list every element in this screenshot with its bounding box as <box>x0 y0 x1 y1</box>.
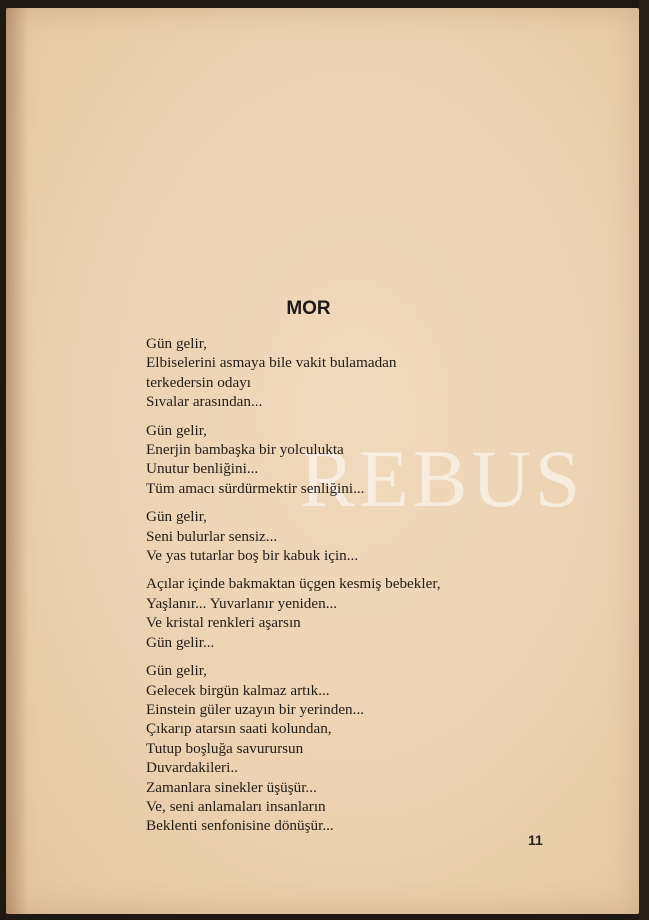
page-number: 11 <box>528 832 543 848</box>
stanza <box>146 574 546 652</box>
poem-line: Ve kristal renkleri aşarsın <box>146 614 301 632</box>
poem-line: Çıkarıp atarsın saati kolundan, <box>146 720 332 738</box>
stanza <box>146 421 546 499</box>
poem-title: MOR <box>286 298 331 319</box>
poem-line: Sıvalar arasından... <box>146 393 263 411</box>
poem-line: Beklenti senfonisine dönüşür... <box>146 817 334 835</box>
poem-line: Ve, seni anlamaları insanların <box>146 797 326 815</box>
stanza <box>146 334 546 412</box>
poem-line: Unutur benliğini... <box>146 460 259 478</box>
poem-line: Seni bulurlar sensiz... <box>146 527 278 545</box>
poem-line: Gün gelir, <box>146 421 207 439</box>
poem-line: Açılar içinde bakmaktan üçgen kesmiş bebekler, <box>146 575 441 593</box>
poem-line: Elbiselerini asmaya bile vakit bulamadan <box>146 354 397 372</box>
poem-line: Duvardakileri.. <box>146 759 238 777</box>
poem-line: Gün gelir, <box>146 508 207 526</box>
poem-line: Gün gelir, <box>146 662 207 680</box>
watermark: REBUS <box>300 433 585 524</box>
poem-body <box>146 334 546 845</box>
page-spine-shadow <box>6 8 28 914</box>
book-cover-edge <box>639 0 649 920</box>
stanza <box>146 661 546 836</box>
poem-line: Einstein güler uzayın bir yerinden... <box>146 700 365 718</box>
poem-line: Gelecek birgün kalmaz artık... <box>146 681 330 699</box>
poem-line: Gün gelir, <box>146 335 207 352</box>
poem-line: Tutup boşluğa savurursun <box>146 739 304 757</box>
poem-line: Tüm amacı sürdürmektir senliğini... <box>146 479 365 497</box>
poem-line: Ve yas tutarlar boş bir kabuk için... <box>146 547 359 565</box>
poem-line: terkedersin odayı <box>146 373 252 391</box>
poem-line: Gün gelir... <box>146 633 215 651</box>
poem-line: Zamanlara sinekler üşüşür... <box>146 778 317 796</box>
poem-line: Yaşlanır... Yuvarlanır yeniden... <box>146 594 338 612</box>
stanza <box>146 507 546 565</box>
poem-line: Enerjin bambaşka bir yolculukta <box>146 441 344 459</box>
